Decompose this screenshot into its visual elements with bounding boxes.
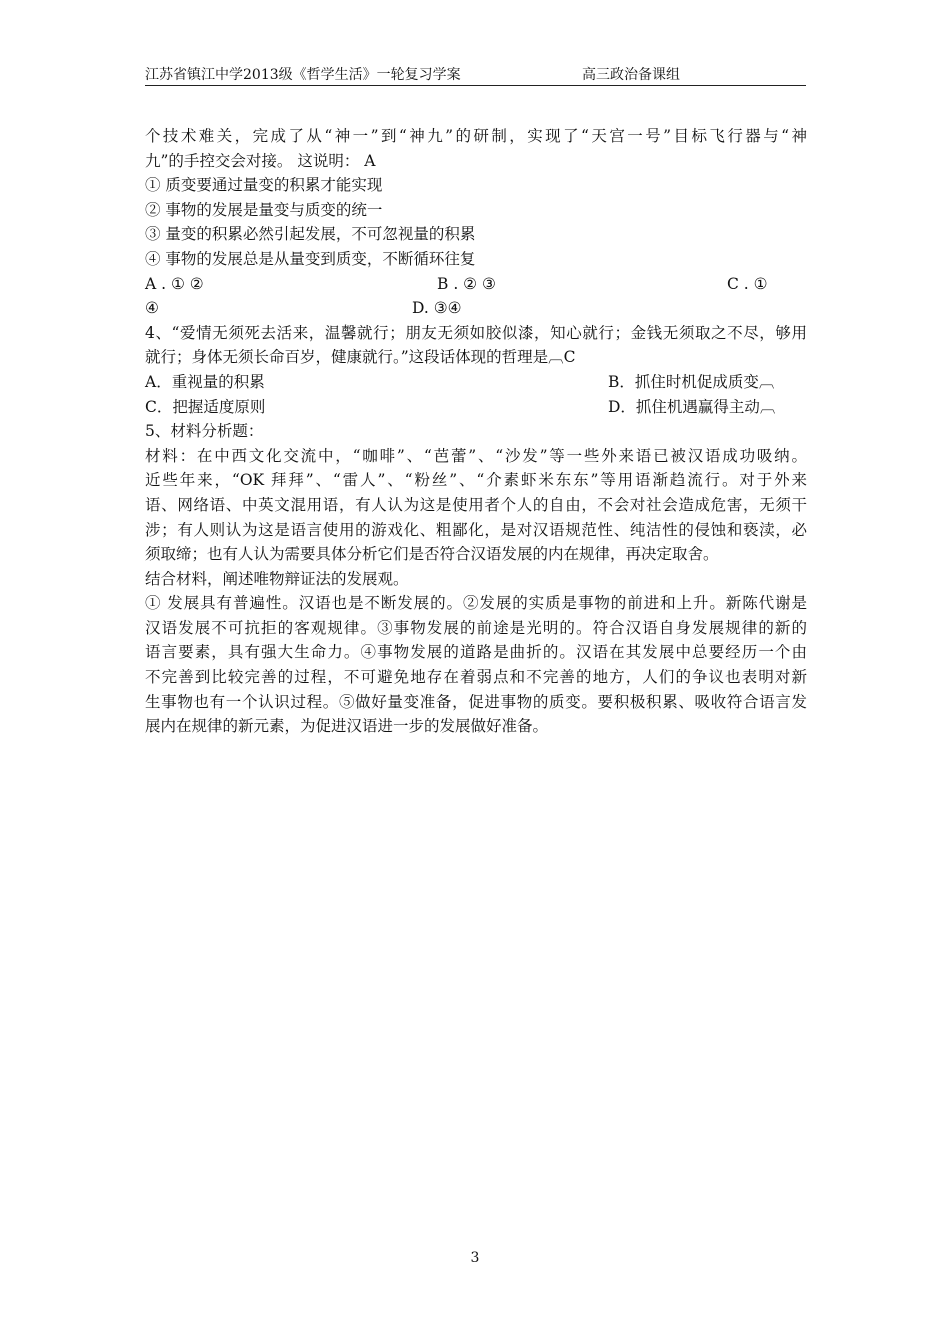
q3-choice-c: C . ① [727, 274, 768, 293]
q5-material-row-1 [145, 444, 807, 469]
q5-material-line: 涉；有人则认为这是语言使用的游戏化、粗鄙化，是对汉语规范性、纯洁性的侵蚀和亵渎，必 [145, 520, 807, 539]
q4-option-b: B．抓住时机促成质变︹ [608, 372, 775, 391]
q5-material-row-2 [145, 468, 807, 493]
q5-answer-row-1 [145, 591, 807, 616]
q5-answer-line: 生事物也有一个认识过程。⑤做好量变准备，促进事物的质变。要积极积累、吸收符合语言发 [145, 692, 807, 711]
q5-answer-line: 语言要素，具有强大生命力。④事物发展的道路是曲折的。汉语在其发展中总要经历一个由 [145, 643, 807, 662]
header-left-title: 江苏省镇江中学2013级《哲学生活》一轮复习学案 [145, 67, 461, 83]
q5-answer-row-4 [145, 665, 807, 690]
q5-material-line: 语、网络语、中英文混用语，有人认为这是使用者个人的自由，不会对社会造成危害，无须干 [145, 495, 807, 514]
q3-option-4: ④ 事物的发展总是从量变到质变，不断循环往复 [145, 249, 476, 268]
q3-line-2: 九”的手控交会对接。 这说明： A [145, 151, 376, 170]
q3-choice-d: D. ③④ [412, 299, 462, 318]
page-number: 3 [470, 1250, 480, 1266]
q3-option-2: ② 事物的发展是量变与质变的统一 [145, 200, 383, 219]
q4-options-row-2 [145, 395, 807, 420]
q4-line-1: 4、“爱情无须死去活来，温馨就行；朋友无须如胶似漆，知心就行；金钱无须取之不尽，够用 [145, 323, 807, 342]
q3-choices-row-2 [145, 296, 807, 321]
q5-material-line: 近些年来，“OK 拜拜”、“雷人”、“粉丝”、“介素虾米东东”等用语渐趋流行。对于外来 [145, 471, 807, 490]
q3-continuation [145, 124, 807, 149]
q3-option-3: ③ 量变的积累必然引起发展，不可忽视量的积累 [145, 225, 476, 244]
document-body [145, 124, 807, 739]
q4-line-1-row [145, 321, 807, 346]
header-right-title: 高三政治备课组 [582, 67, 680, 83]
header-divider [145, 85, 806, 86]
q4-option-a: A．重视量的积累 [145, 372, 265, 391]
q5-title: 5、材料分析题： [145, 422, 264, 441]
q4-options-row-1 [145, 370, 807, 395]
q5-answer-row-6: 展内在规律的新元素，为促进汉语进一步的发展做好准备。 [145, 717, 549, 736]
q5-material-line: 材料：在中西文化交流中，“咖啡”、“芭蕾”、“沙发”等一些外来语已被汉语成功吸纳。 [145, 446, 807, 465]
q5-material-row-3 [145, 493, 807, 518]
q5-material-row-4 [145, 518, 807, 543]
q5-answer-row-5 [145, 690, 807, 715]
q5-answer-line: 不完善到比较完善的过程，不可避免地存在着弱点和不完善的地方，人们的争议也表明对新 [145, 668, 807, 687]
q4-option-d: D．抓住机遇赢得主动︹ [608, 397, 776, 416]
q5-answer-line: 汉语发展不可抗拒的客观规律。③事物发展的前途是光明的。符合汉语自身发展规律的新的 [145, 618, 807, 637]
q4-option-c: C．把握适度原则 [145, 397, 266, 416]
q3-choice-a: A . ① ② [145, 274, 204, 293]
q5-material-row-5: 须取缔；也有人认为需要具体分析它们是否符合汉语发展的内在规律，再决定取舍。 [145, 545, 719, 564]
q3-choice-b: B . ② ③ [437, 274, 496, 293]
q5-prompt: 结合材料，阐述唯物辩证法的发展观。 [145, 569, 409, 588]
q4-line-2: 就行；身体无须长命百岁，健康就行。”这段话体现的哲理是︹C [145, 348, 576, 367]
q5-answer-line: ① 发展具有普遍性。汉语也是不断发展的。②发展的实质是事物的前进和上升。新陈代谢是 [145, 594, 807, 613]
q3-choices-row [145, 272, 807, 297]
q5-answer-row-3 [145, 640, 807, 665]
q5-answer-row-2 [145, 616, 807, 641]
q3-line-1: 个技术难关，完成了从“神一”到“神九”的研制，实现了“天宫一号”目标飞行器与“神 [145, 127, 807, 145]
q3-choice-a-continued: ④ [145, 299, 159, 318]
q3-option-1: ① 质变要通过量变的积累才能实现 [145, 176, 383, 195]
